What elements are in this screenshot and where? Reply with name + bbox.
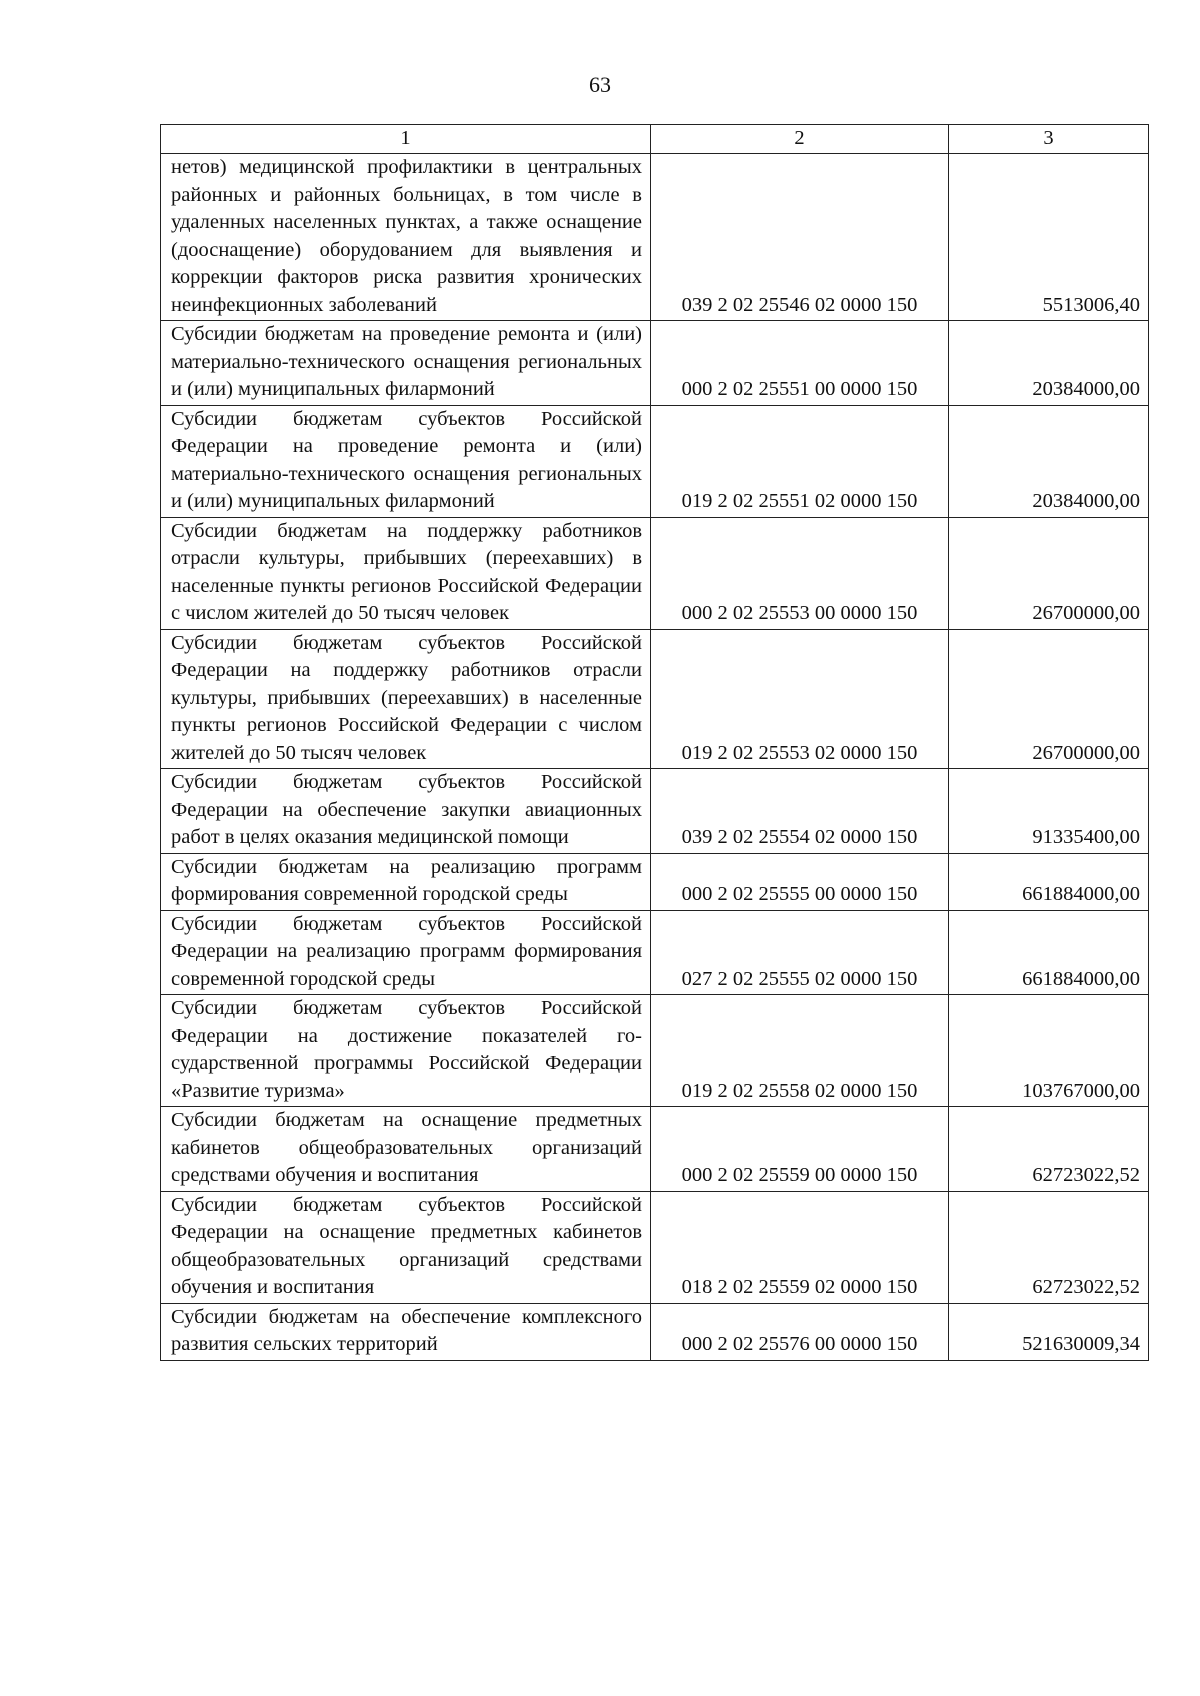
table-row — [161, 405, 1149, 517]
row-code: 018 2 02 25559 02 0000 150 — [651, 1191, 949, 1303]
table-header-row — [161, 125, 1149, 154]
row-description: Субсидии бюджетам на обеспечение комплексного развития сельских территорий — [161, 1303, 651, 1360]
table-row — [161, 629, 1149, 769]
row-description: Субсидии бюджетам на проведение ремонта и (или) материально-технического оснащения региональных и (или) муниципальных филармоний — [161, 321, 651, 406]
budget-table — [160, 124, 1149, 1361]
row-description: Субсидии бюджетам субъектов Российской Федерации на оснащение предметных кабинетов общеобразовательных организаций средствами обучения и воспитания — [161, 1191, 651, 1303]
table-row — [161, 995, 1149, 1107]
row-description: Субсидии бюджетам субъектов Российской Федерации на проведение ремонта и (или) материально-технического оснащения региональных и (или) муниципальных филармоний — [161, 405, 651, 517]
row-code: 000 2 02 25555 00 0000 150 — [651, 853, 949, 910]
row-amount: 103767000,00 — [949, 995, 1149, 1107]
row-amount: 62723022,52 — [949, 1191, 1149, 1303]
column-header-1: 1 — [161, 125, 651, 154]
row-amount: 661884000,00 — [949, 910, 1149, 995]
page-number: 63 — [589, 72, 611, 97]
row-description: Субсидии бюджетам на оснащение предметных кабинетов общеобразовательных организаций средствами обучения и воспитания — [161, 1107, 651, 1192]
row-description: Субсидии бюджетам субъектов Российской Федерации на достижение показателей государственной программы Российской Федерации «Развитие туризма» — [161, 995, 651, 1107]
table-row — [161, 517, 1149, 629]
row-description: Субсидии бюджетам субъектов Российской Федерации на обеспечение закупки авиационных работ в целях оказания медицинской помощи — [161, 769, 651, 854]
row-amount: 20384000,00 — [949, 321, 1149, 406]
row-description: Субсидии бюджетам субъектов Российской Федерации на поддержку работников отрасли культуры, прибывших (переехавших) в населенные пункты регионов Российской Федерации с числом жителей до 50 тысяч человек — [161, 629, 651, 769]
row-code: 019 2 02 25558 02 0000 150 — [651, 995, 949, 1107]
row-code: 000 2 02 25576 00 0000 150 — [651, 1303, 949, 1360]
row-code: 027 2 02 25555 02 0000 150 — [651, 910, 949, 995]
table-row — [161, 1191, 1149, 1303]
table-row — [161, 853, 1149, 910]
table-row — [161, 154, 1149, 321]
row-code: 000 2 02 25553 00 0000 150 — [651, 517, 949, 629]
row-code: 000 2 02 25559 00 0000 150 — [651, 1107, 949, 1192]
row-code: 019 2 02 25553 02 0000 150 — [651, 629, 949, 769]
row-code: 000 2 02 25551 00 0000 150 — [651, 321, 949, 406]
table-row — [161, 1303, 1149, 1360]
column-header-2: 2 — [651, 125, 949, 154]
row-amount: 661884000,00 — [949, 853, 1149, 910]
table-row — [161, 321, 1149, 406]
row-description: Субсидии бюджетам субъектов Российской Федерации на реализацию программ формирования современной городской среды — [161, 910, 651, 995]
table-row — [161, 1107, 1149, 1192]
table-row — [161, 769, 1149, 854]
row-description: Субсидии бюджетам на поддержку работников отрасли культуры, прибывших (переехавших) в населенные пункты регионов Российской Федерации с числом жителей до 50 тысяч человек — [161, 517, 651, 629]
row-amount: 26700000,00 — [949, 629, 1149, 769]
row-amount: 26700000,00 — [949, 517, 1149, 629]
row-amount: 521630009,34 — [949, 1303, 1149, 1360]
row-code: 039 2 02 25546 02 0000 150 — [651, 154, 949, 321]
row-description: нетов) медицинской профилактики в центральных районных и районных больницах, в том числе в удаленных населенных пунктах, а также оснащение (дооснащение) оборудованием для выявления и коррекции факторов риска развития хронических неинфекционных заболеваний — [161, 154, 651, 321]
row-amount: 20384000,00 — [949, 405, 1149, 517]
row-description: Субсидии бюджетам на реализацию программ формирования современной городской среды — [161, 853, 651, 910]
row-code: 039 2 02 25554 02 0000 150 — [651, 769, 949, 854]
row-amount: 62723022,52 — [949, 1107, 1149, 1192]
row-amount: 91335400,00 — [949, 769, 1149, 854]
row-code: 019 2 02 25551 02 0000 150 — [651, 405, 949, 517]
row-amount: 5513006,40 — [949, 154, 1149, 321]
table-row — [161, 910, 1149, 995]
column-header-3: 3 — [949, 125, 1149, 154]
